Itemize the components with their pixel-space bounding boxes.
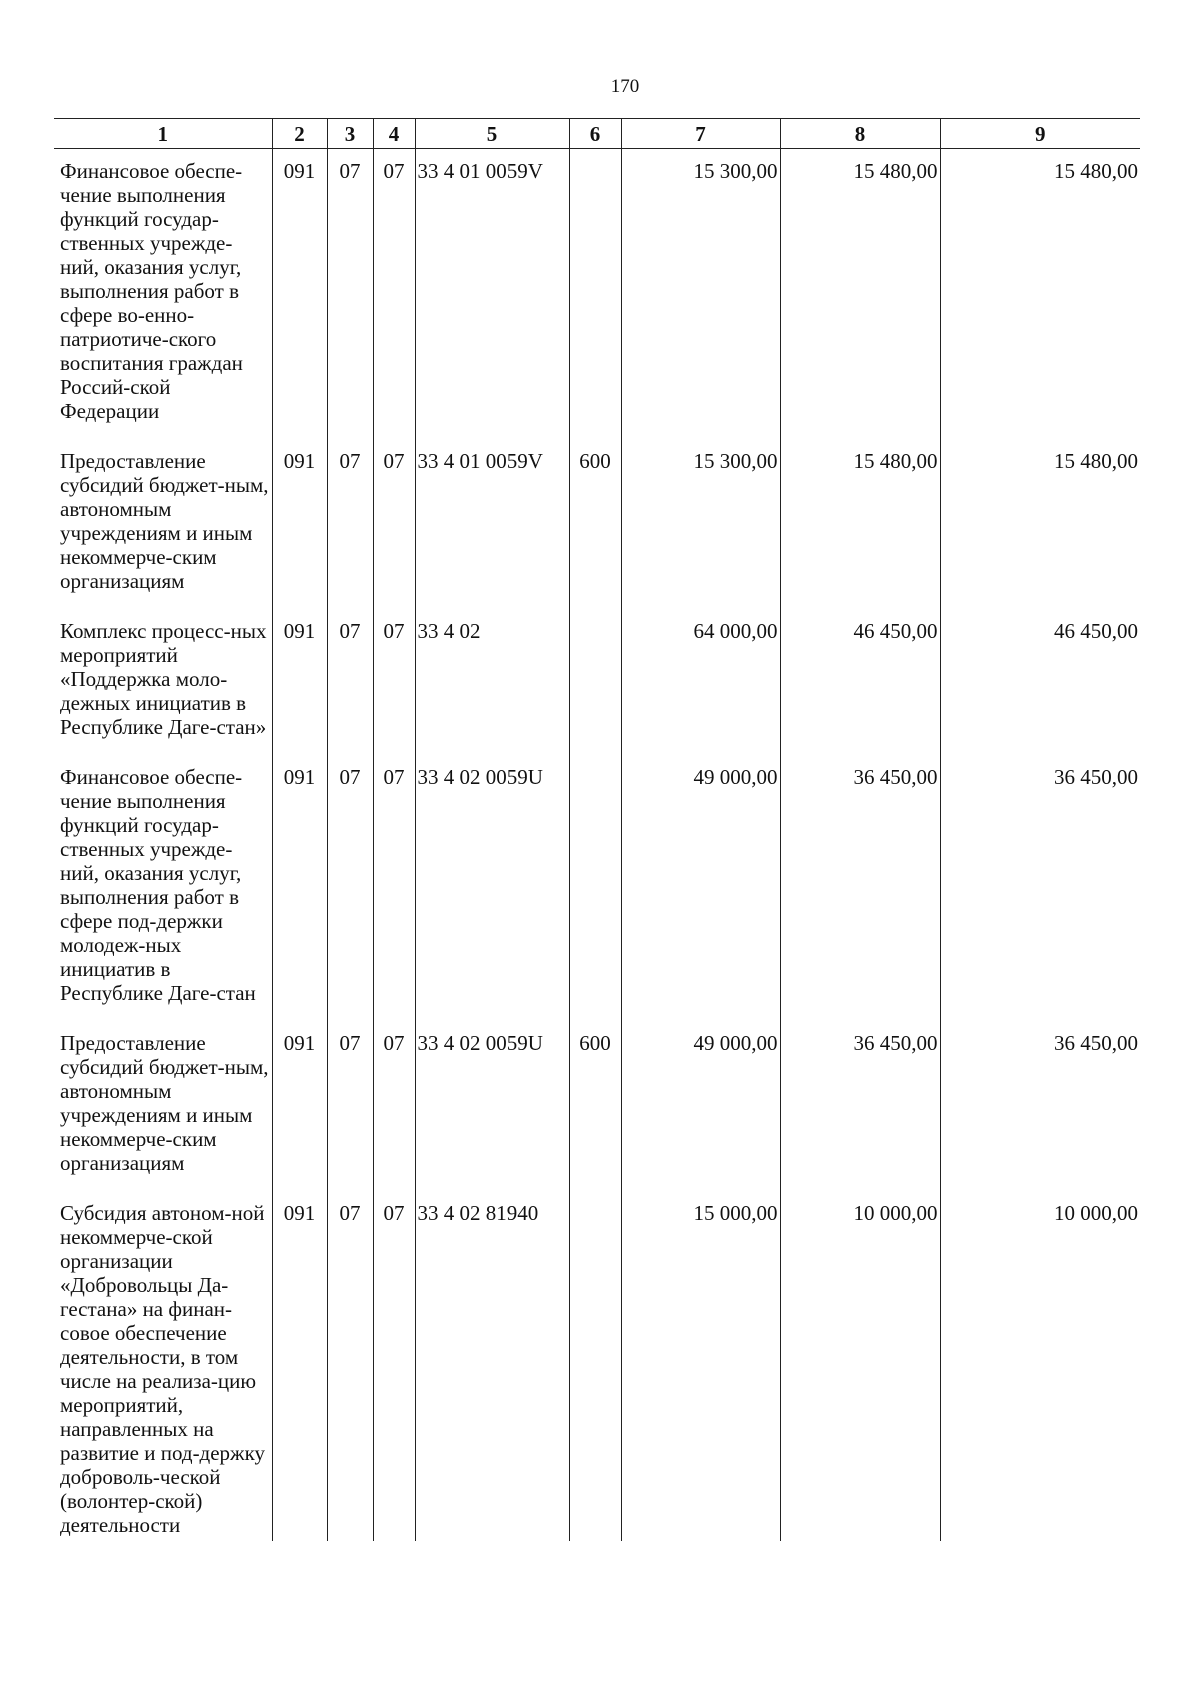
column-header-5: 5 bbox=[415, 119, 569, 149]
table-row bbox=[54, 149, 1140, 440]
amount-col-9: 15 480,00 bbox=[940, 439, 1140, 609]
admin-code: 091 bbox=[272, 439, 327, 609]
column-header-8: 8 bbox=[780, 119, 940, 149]
column-header-7: 7 bbox=[621, 119, 780, 149]
table-row bbox=[54, 1021, 1140, 1191]
target-article-code: 33 4 01 0059V bbox=[415, 149, 569, 440]
column-header-2: 2 bbox=[272, 119, 327, 149]
table-row bbox=[54, 609, 1140, 755]
expense-type-code bbox=[569, 609, 621, 755]
column-header-9: 9 bbox=[940, 119, 1140, 149]
section-code: 07 bbox=[327, 439, 373, 609]
target-article-code: 33 4 02 81940 bbox=[415, 1191, 569, 1541]
amount-col-8: 15 480,00 bbox=[780, 149, 940, 440]
row-name-text: Финансовое обеспе-чение выполнения функций государ-ственных учрежде-ний, оказания услуг, выполнения работ в сфере во-енно-патриотиче-ского воспитания граждан Россий-ской Федерации bbox=[60, 159, 243, 423]
admin-code: 091 bbox=[272, 1191, 327, 1541]
amount-col-7: 15 300,00 bbox=[621, 149, 780, 440]
row-name-text: Предоставление субсидий бюджет-ным, автономным учреждениям и иным некоммерче-ским организациям bbox=[60, 449, 269, 593]
row-name bbox=[54, 1191, 272, 1541]
amount-col-7: 49 000,00 bbox=[621, 755, 780, 1021]
row-name bbox=[54, 1021, 272, 1191]
row-name-text: Финансовое обеспе-чение выполнения функций государ-ственных учрежде-ний, оказания услуг, выполнения работ в сфере под-держки молодеж-ных инициатив в Республике Даге-стан bbox=[60, 765, 256, 1005]
subsection-code: 07 bbox=[373, 149, 415, 440]
row-name bbox=[54, 439, 272, 609]
admin-code: 091 bbox=[272, 609, 327, 755]
section-code: 07 bbox=[327, 609, 373, 755]
table-row bbox=[54, 755, 1140, 1021]
target-article-code: 33 4 01 0059V bbox=[415, 439, 569, 609]
subsection-code: 07 bbox=[373, 1191, 415, 1541]
admin-code: 091 bbox=[272, 1021, 327, 1191]
row-name bbox=[54, 755, 272, 1021]
amount-col-9: 46 450,00 bbox=[940, 609, 1140, 755]
expense-type-code bbox=[569, 755, 621, 1021]
row-name bbox=[54, 609, 272, 755]
amount-col-8: 36 450,00 bbox=[780, 1021, 940, 1191]
amount-col-9: 36 450,00 bbox=[940, 755, 1140, 1021]
admin-code: 091 bbox=[272, 755, 327, 1021]
expense-type-code bbox=[569, 149, 621, 440]
expense-type-code bbox=[569, 1191, 621, 1541]
budget-table bbox=[54, 118, 1140, 1541]
target-article-code: 33 4 02 0059U bbox=[415, 755, 569, 1021]
table-header-row bbox=[54, 119, 1140, 149]
target-article-code: 33 4 02 bbox=[415, 609, 569, 755]
amount-col-8: 46 450,00 bbox=[780, 609, 940, 755]
column-header-4: 4 bbox=[373, 119, 415, 149]
subsection-code: 07 bbox=[373, 609, 415, 755]
subsection-code: 07 bbox=[373, 755, 415, 1021]
row-name-text: Предоставление субсидий бюджет-ным, автономным учреждениям и иным некоммерче-ским организациям bbox=[60, 1031, 269, 1175]
amount-col-7: 15 000,00 bbox=[621, 1191, 780, 1541]
section-code: 07 bbox=[327, 1191, 373, 1541]
table-row bbox=[54, 439, 1140, 609]
amount-col-9: 10 000,00 bbox=[940, 1191, 1140, 1541]
section-code: 07 bbox=[327, 149, 373, 440]
section-code: 07 bbox=[327, 755, 373, 1021]
amount-col-9: 15 480,00 bbox=[940, 149, 1140, 440]
row-name bbox=[54, 149, 272, 440]
page-number: 170 bbox=[610, 76, 640, 97]
amount-col-8: 36 450,00 bbox=[780, 755, 940, 1021]
amount-col-7: 64 000,00 bbox=[621, 609, 780, 755]
amount-col-8: 10 000,00 bbox=[780, 1191, 940, 1541]
amount-col-8: 15 480,00 bbox=[780, 439, 940, 609]
subsection-code: 07 bbox=[373, 1021, 415, 1191]
column-header-3: 3 bbox=[327, 119, 373, 149]
row-name-text: Комплекс процесс-ных мероприятий «Поддержка моло-дежных инициатив в Республике Даге-стан» bbox=[60, 619, 267, 739]
column-header-6: 6 bbox=[569, 119, 621, 149]
column-header-1: 1 bbox=[54, 119, 272, 149]
row-name-text: Субсидия автоном-ной некоммерче-ской организации «Добровольцы Да-гестана» на финан-совое обеспечение деятельности, в том числе на реализа-цию мероприятий, направленных на развитие и под-держку доброволь-ческой (волонтер-ской) деятельности bbox=[60, 1201, 265, 1537]
amount-col-9: 36 450,00 bbox=[940, 1021, 1140, 1191]
admin-code: 091 bbox=[272, 149, 327, 440]
subsection-code: 07 bbox=[373, 439, 415, 609]
section-code: 07 bbox=[327, 1021, 373, 1191]
table-row bbox=[54, 1191, 1140, 1541]
amount-col-7: 49 000,00 bbox=[621, 1021, 780, 1191]
amount-col-7: 15 300,00 bbox=[621, 439, 780, 609]
target-article-code: 33 4 02 0059U bbox=[415, 1021, 569, 1191]
expense-type-code: 600 bbox=[569, 1021, 621, 1191]
expense-type-code: 600 bbox=[569, 439, 621, 609]
